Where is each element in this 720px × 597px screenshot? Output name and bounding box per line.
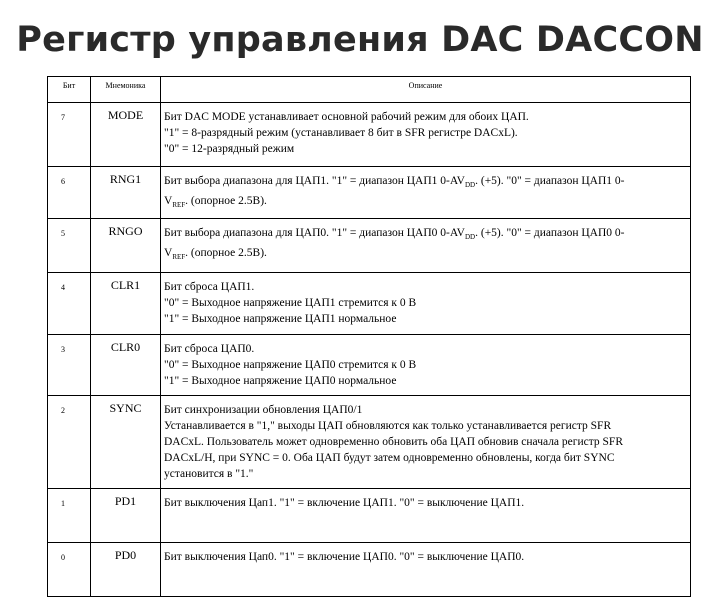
bit-description <box>161 489 691 543</box>
table-row-bit-1 <box>48 489 691 543</box>
description-line: Устанавливается в "1," выходы ЦАП обновляются как только устанавливается регистр SFR <box>164 420 612 432</box>
table-row-bit-0 <box>48 543 691 597</box>
bit-mnemonic: SYNC <box>91 396 161 489</box>
register-table <box>47 76 691 597</box>
table-row-bit-2 <box>48 396 691 489</box>
table-row-bit-6 <box>48 167 691 219</box>
bit-description <box>161 335 691 396</box>
description-text: Бит выбора диапазона для ЦАП0. "1" = диапазон ЦАП0 0-AV <box>164 227 465 239</box>
description-line: Бит сброса ЦАП1. <box>164 281 255 293</box>
subscript-text: REF <box>172 253 186 261</box>
bit-number: 3 <box>48 335 91 396</box>
bit-description <box>161 396 691 489</box>
bit-description <box>161 219 691 273</box>
bit-number: 5 <box>48 219 91 273</box>
bit-mnemonic: MODE <box>91 103 161 167</box>
bit-number: 7 <box>48 103 91 167</box>
description-line: Бит выключения Цап0. "1" = включение ЦАП0. "0" = выключение ЦАП0. <box>164 551 525 563</box>
description-line: Бит сброса ЦАП0. <box>164 343 255 355</box>
slide-title: Регистр управления DAC DACCON <box>16 20 704 60</box>
description-line: Бит DAC MODE устанавливает основной рабочий режим для обоих ЦАП. <box>164 111 529 123</box>
table-row-bit-7 <box>48 103 691 167</box>
description-line: DACxL. Пользователь может одновременно обновить оба ЦАП обновив сначала регистр SFR <box>164 436 623 448</box>
header-bit: Бит <box>48 77 91 103</box>
bit-description <box>161 167 691 219</box>
description-line: Бит выключения Цап1. "1" = включение ЦАП1. "0" = выключение ЦАП1. <box>164 497 525 509</box>
bit-mnemonic: RNG1 <box>91 167 161 219</box>
description-line: установится в "1." <box>164 468 254 480</box>
bit-mnemonic: PD1 <box>91 489 161 543</box>
description-text: . (опорное 2.5В). <box>185 247 267 259</box>
header-mnemonic: Мнемоника <box>91 77 161 103</box>
description-line: Бит синхронизации обновления ЦАП0/1 <box>164 404 363 416</box>
table-row-bit-3 <box>48 335 691 396</box>
bit-description <box>161 543 691 597</box>
description-text: . (+5). "0" = диапазон ЦАП1 0- <box>475 175 625 187</box>
subscript-text: DD <box>464 233 476 241</box>
bit-mnemonic: CLR1 <box>91 273 161 335</box>
table-row-bit-5 <box>48 219 691 273</box>
description-line <box>164 245 686 265</box>
description-line: DACxL/H, при SYNC = 0. Оба ЦАП будут затем одновременно обновлены, когда бит SYNC <box>164 452 615 464</box>
bit-mnemonic: CLR0 <box>91 335 161 396</box>
description-text: V <box>164 195 173 207</box>
description-line <box>164 173 686 193</box>
table-row-bit-4 <box>48 273 691 335</box>
table-header-row <box>48 77 691 103</box>
bit-mnemonic: PD0 <box>91 543 161 597</box>
description-line <box>164 193 686 213</box>
description-line <box>164 225 686 245</box>
subscript-text: REF <box>172 201 186 209</box>
header-description: Описание <box>161 77 691 103</box>
bit-number: 2 <box>48 396 91 489</box>
bit-description <box>161 103 691 167</box>
bit-mnemonic: RNGO <box>91 219 161 273</box>
bit-number: 1 <box>48 489 91 543</box>
description-line: "0" = Выходное напряжение ЦАП0 стремится к 0 В <box>164 359 417 371</box>
description-line: "1" = Выходное напряжение ЦАП0 нормальное <box>164 375 397 387</box>
description-text: V <box>164 247 173 259</box>
bit-description <box>161 273 691 335</box>
description-line: "0" = Выходное напряжение ЦАП1 стремится к 0 В <box>164 297 417 309</box>
bit-number: 6 <box>48 167 91 219</box>
bit-number: 0 <box>48 543 91 597</box>
description-line: "1" = 8-разрядный режим (устанавливает 8 бит в SFR регистре DACxL). <box>164 127 518 139</box>
bit-number: 4 <box>48 273 91 335</box>
description-text: Бит выбора диапазона для ЦАП1. "1" = диапазон ЦАП1 0-AV <box>164 175 465 187</box>
description-text: . (+5). "0" = диапазон ЦАП0 0- <box>475 227 625 239</box>
description-line: "0" = 12-разрядный режим <box>164 143 295 155</box>
description-text: . (опорное 2.5В). <box>185 195 267 207</box>
subscript-text: DD <box>464 181 476 189</box>
description-line: "1" = Выходное напряжение ЦАП1 нормальное <box>164 313 397 325</box>
